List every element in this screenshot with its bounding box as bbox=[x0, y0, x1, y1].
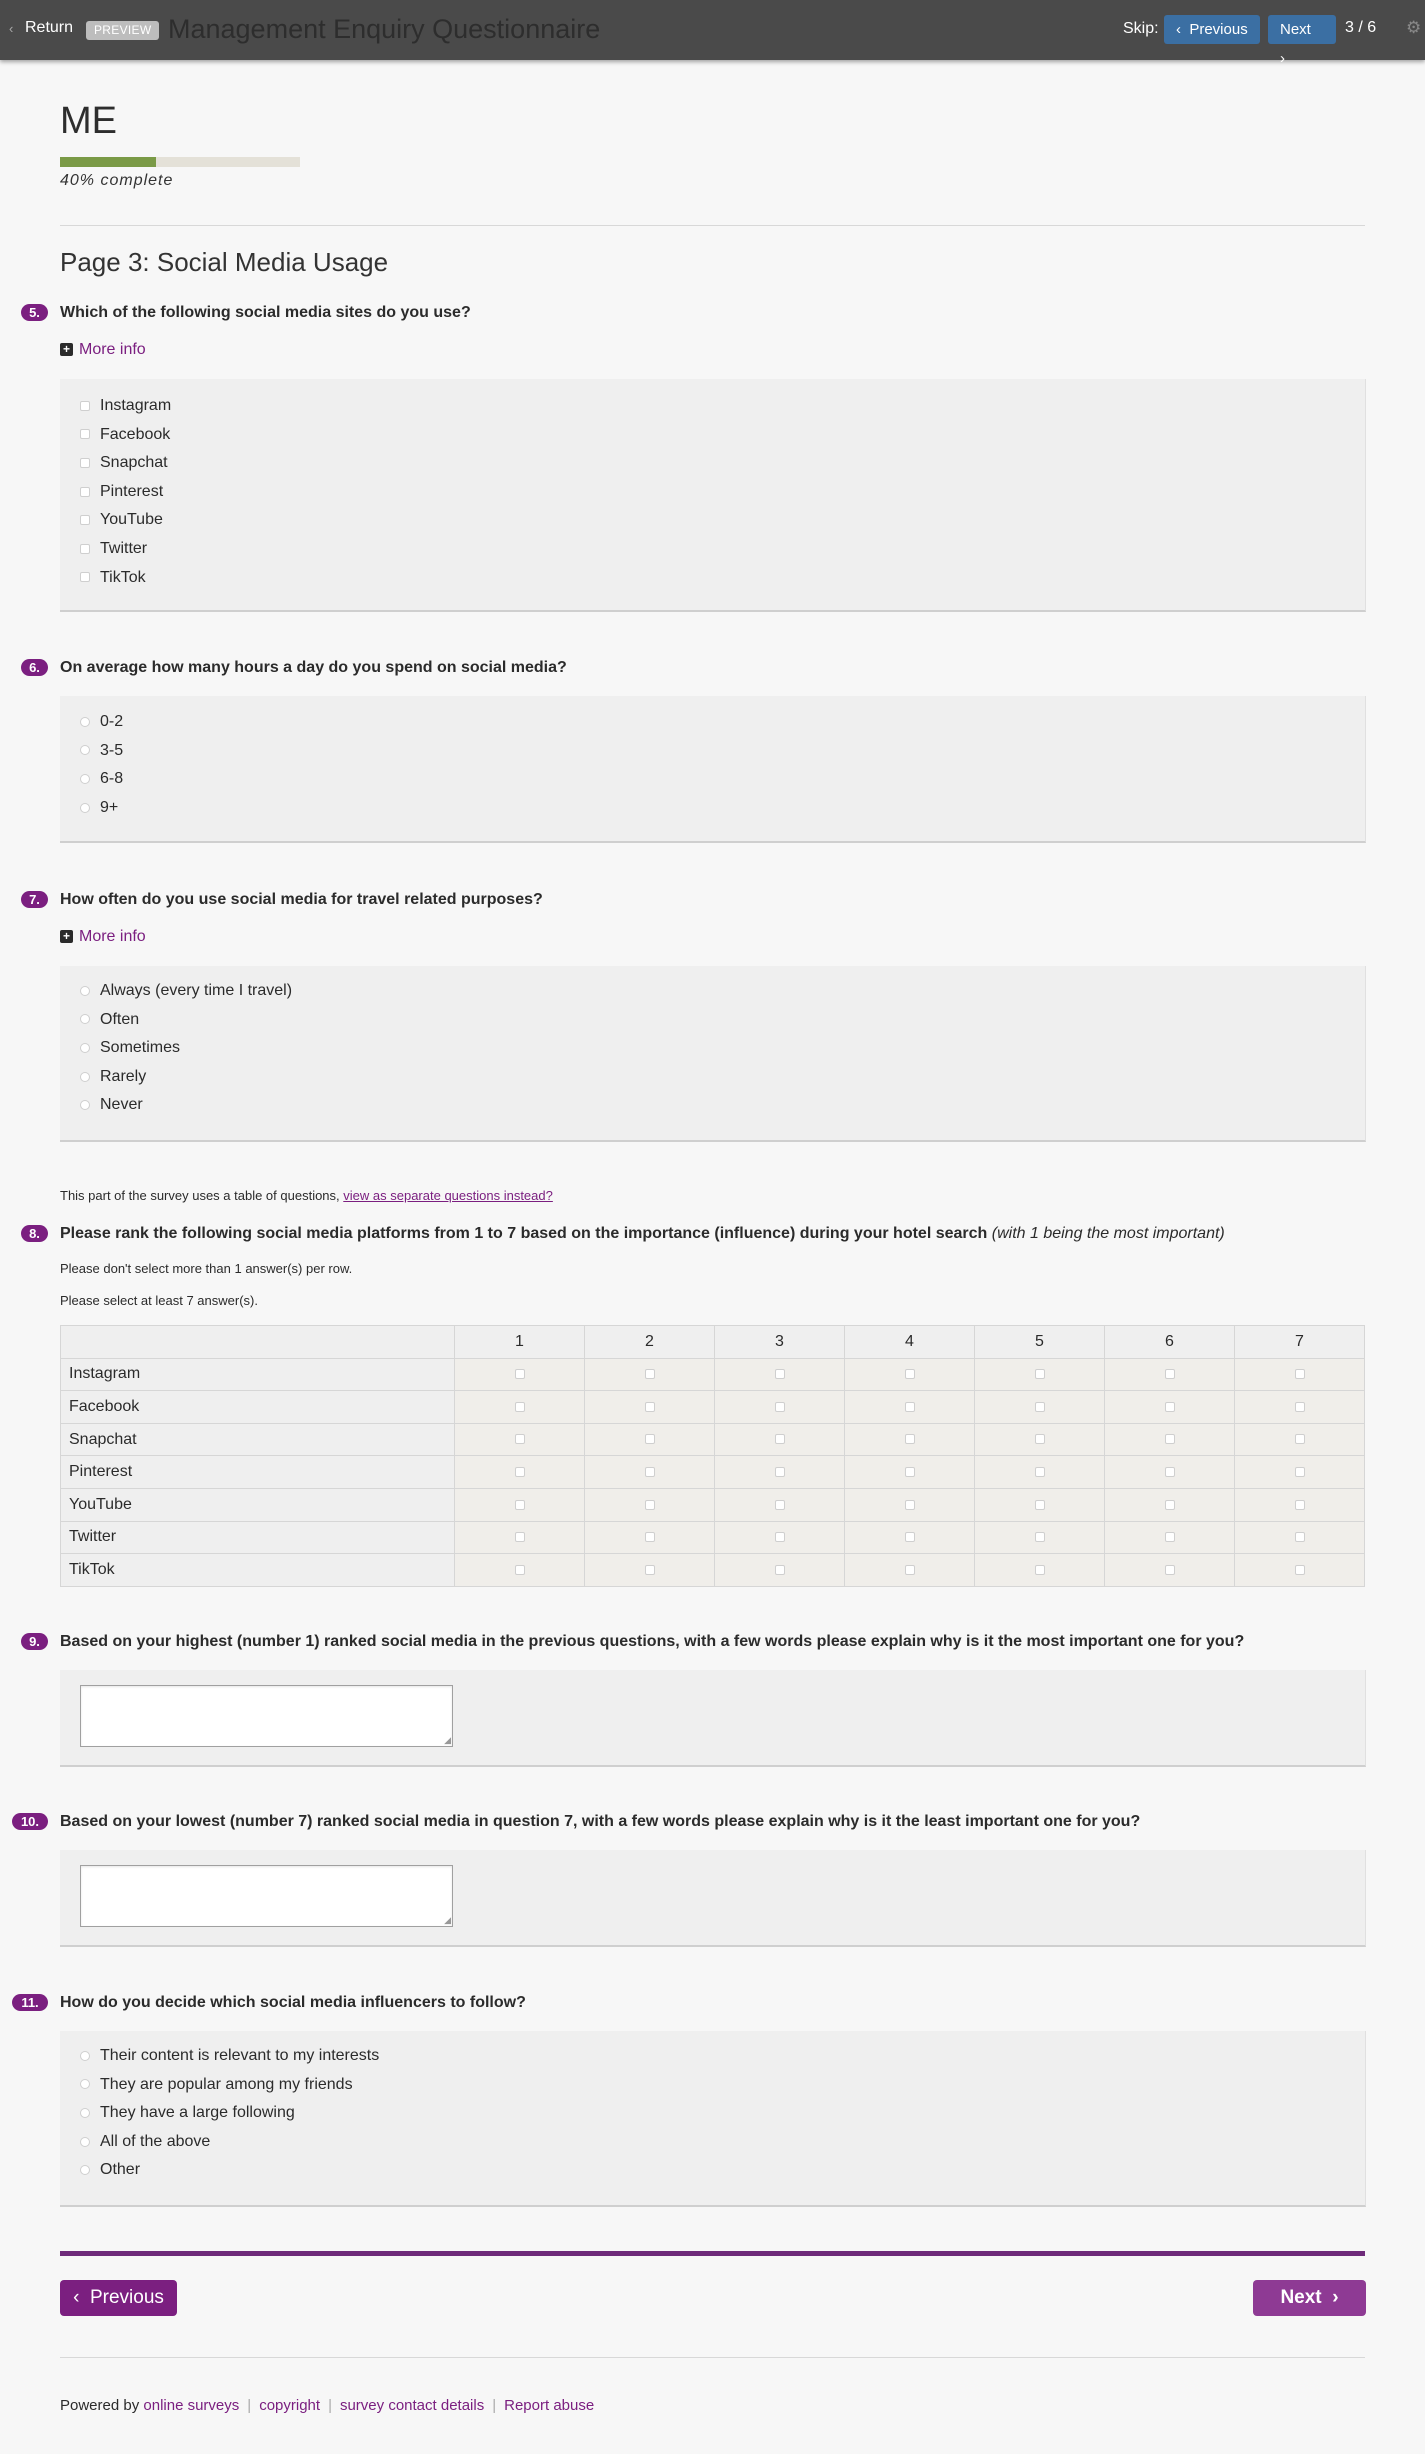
rank-checkbox[interactable] bbox=[775, 1565, 785, 1575]
rank-checkbox[interactable] bbox=[775, 1500, 785, 1510]
rank-checkbox[interactable] bbox=[775, 1402, 785, 1412]
rank-checkbox[interactable] bbox=[1035, 1565, 1045, 1575]
rank-checkbox[interactable] bbox=[515, 1565, 525, 1575]
question-text bbox=[60, 1225, 1225, 1243]
radio-button[interactable] bbox=[80, 1100, 90, 1110]
radio-button[interactable] bbox=[80, 1043, 90, 1053]
table-row bbox=[61, 1521, 1365, 1554]
table-note-text: This part of the survey uses a table of questions, bbox=[60, 1188, 340, 1203]
rank-cell bbox=[715, 1521, 845, 1554]
rank-cell bbox=[975, 1521, 1105, 1554]
footer-link-copyright[interactable]: copyright bbox=[259, 2397, 321, 2414]
rank-cell bbox=[975, 1456, 1105, 1489]
rank-checkbox[interactable] bbox=[905, 1565, 915, 1575]
progress-label: 40% complete bbox=[60, 172, 174, 189]
rank-checkbox[interactable] bbox=[905, 1369, 915, 1379]
answer-option[interactable] bbox=[80, 981, 292, 1001]
rank-cell bbox=[845, 1391, 975, 1424]
answer-option[interactable] bbox=[80, 2103, 295, 2123]
chevron-left-icon[interactable]: ‹ bbox=[9, 21, 14, 36]
next-page-button[interactable] bbox=[1253, 2280, 1366, 2316]
rank-checkbox[interactable] bbox=[515, 1532, 525, 1542]
next-page-label: Next bbox=[1280, 2287, 1322, 2308]
question-text-main: Please rank the following social media platforms from 1 to 7 based on the importance (influence) during your hotel search bbox=[60, 1225, 988, 1242]
radio-button[interactable] bbox=[80, 1014, 90, 1024]
rank-cell bbox=[975, 1358, 1105, 1391]
rank-cell bbox=[1235, 1456, 1365, 1489]
table-row bbox=[61, 1456, 1365, 1489]
chevron-left-icon: ‹ bbox=[73, 2287, 80, 2308]
answer-option-label: All of the above bbox=[100, 2132, 211, 2150]
answer-box bbox=[60, 1850, 1366, 1947]
answer-option[interactable] bbox=[80, 2046, 379, 2066]
answer-option[interactable] bbox=[80, 798, 118, 818]
question-text: How do you decide which social media influencers to follow? bbox=[60, 1994, 526, 2011]
answer-option-label: Twitter bbox=[100, 540, 148, 557]
table-row bbox=[61, 1358, 1365, 1391]
rank-cell bbox=[455, 1488, 585, 1521]
rank-checkbox[interactable] bbox=[905, 1402, 915, 1412]
rank-cell bbox=[455, 1554, 585, 1587]
rank-cell bbox=[1235, 1521, 1365, 1554]
answer-option-label: Snapchat bbox=[100, 454, 168, 472]
rank-checkbox[interactable] bbox=[905, 1434, 915, 1444]
question-text: Which of the following social media sites do you use? bbox=[60, 304, 471, 321]
separator: | bbox=[247, 2397, 252, 2414]
rank-cell bbox=[1235, 1554, 1365, 1587]
rank-checkbox[interactable] bbox=[645, 1434, 655, 1444]
checkbox[interactable] bbox=[80, 429, 90, 439]
skip-label: Skip: bbox=[1123, 20, 1159, 37]
answer-option[interactable] bbox=[80, 1067, 146, 1087]
chevron-left-icon: ‹ bbox=[1176, 21, 1181, 38]
more-info-label: More info bbox=[79, 928, 146, 945]
rank-cell bbox=[1235, 1423, 1365, 1456]
rank-checkbox[interactable] bbox=[1295, 1565, 1305, 1575]
resize-grip-icon[interactable]: ◢ bbox=[444, 1915, 451, 1925]
rank-checkbox[interactable] bbox=[1165, 1402, 1175, 1412]
row-label: Instagram bbox=[61, 1358, 455, 1391]
validation-note: Please don't select more than 1 answer(s) per row. bbox=[60, 1261, 353, 1276]
skip-previous-label: Previous bbox=[1189, 21, 1248, 38]
table-corner-cell bbox=[61, 1326, 455, 1359]
answer-option-label: 6-8 bbox=[100, 770, 124, 788]
survey-title: Management Enquiry Questionnaire bbox=[168, 14, 601, 44]
answer-option-label: Rarely bbox=[100, 1067, 147, 1085]
rank-cell bbox=[455, 1423, 585, 1456]
chevron-right-icon: › bbox=[1280, 50, 1285, 67]
rank-cell bbox=[1105, 1488, 1235, 1521]
top-bar bbox=[0, 0, 1425, 67]
preview-badge: PREVIEW bbox=[86, 21, 159, 40]
answer-option-label: Pinterest bbox=[100, 482, 164, 500]
rank-cell bbox=[585, 1423, 715, 1456]
footer-link-online-surveys[interactable]: online surveys bbox=[143, 2397, 240, 2414]
answer-option-label: Often bbox=[100, 1010, 140, 1028]
rank-checkbox[interactable] bbox=[1295, 1402, 1305, 1412]
checkbox[interactable] bbox=[80, 572, 90, 582]
rank-cell bbox=[585, 1358, 715, 1391]
rank-checkbox[interactable] bbox=[1295, 1500, 1305, 1510]
q10-text-input[interactable] bbox=[80, 1865, 453, 1927]
answer-option[interactable] bbox=[80, 539, 147, 559]
rank-checkbox[interactable] bbox=[1295, 1532, 1305, 1542]
radio-button[interactable] bbox=[80, 1072, 90, 1082]
previous-page-button[interactable] bbox=[60, 2280, 177, 2316]
rank-checkbox[interactable] bbox=[775, 1467, 785, 1477]
rank-checkbox[interactable] bbox=[515, 1402, 525, 1412]
rank-cell bbox=[1105, 1521, 1235, 1554]
question-number: 6. bbox=[21, 659, 48, 676]
table-body bbox=[61, 1358, 1365, 1586]
question-number: 9. bbox=[21, 1633, 48, 1650]
more-info-link[interactable] bbox=[60, 341, 146, 359]
answer-box bbox=[60, 1670, 1366, 1767]
question-text: On average how many hours a day do you spend on social media? bbox=[60, 659, 567, 676]
table-row bbox=[61, 1391, 1365, 1424]
radio-button[interactable] bbox=[80, 717, 90, 727]
rank-checkbox[interactable] bbox=[515, 1500, 525, 1510]
rank-cell bbox=[455, 1358, 585, 1391]
answer-option-label: They are popular among my friends bbox=[100, 2075, 353, 2093]
rank-checkbox[interactable] bbox=[645, 1402, 655, 1412]
rank-cell bbox=[455, 1391, 585, 1424]
rank-checkbox[interactable] bbox=[775, 1434, 785, 1444]
rank-checkbox[interactable] bbox=[1165, 1467, 1175, 1477]
rank-checkbox[interactable] bbox=[1035, 1500, 1045, 1510]
checkbox[interactable] bbox=[80, 487, 90, 497]
answer-option-label: Always (every time I travel) bbox=[100, 982, 293, 999]
answer-option-label: Their content is relevant to my interests bbox=[100, 2047, 380, 2064]
more-info-label: More info bbox=[79, 341, 146, 358]
answer-option[interactable] bbox=[80, 482, 163, 502]
answer-option[interactable] bbox=[80, 2075, 353, 2095]
answer-option-label: Facebook bbox=[100, 425, 171, 443]
gear-icon[interactable]: ⚙ bbox=[1406, 18, 1422, 37]
row-label: TikTok bbox=[61, 1554, 455, 1587]
page-title: Page 3: Social Media Usage bbox=[60, 247, 389, 277]
rank-cell bbox=[1105, 1358, 1235, 1391]
rank-checkbox[interactable] bbox=[1295, 1434, 1305, 1444]
radio-button[interactable] bbox=[80, 803, 90, 813]
table-row bbox=[61, 1423, 1365, 1456]
radio-button[interactable] bbox=[80, 745, 90, 755]
rank-cell bbox=[1105, 1423, 1235, 1456]
answer-option-label: Never bbox=[100, 1096, 143, 1114]
row-label: Snapchat bbox=[61, 1423, 455, 1456]
rank-checkbox[interactable] bbox=[1165, 1434, 1175, 1444]
rank-checkbox[interactable] bbox=[1165, 1532, 1175, 1542]
radio-button[interactable] bbox=[80, 986, 90, 996]
skip-next-label: Next bbox=[1280, 21, 1311, 38]
resize-grip-icon[interactable]: ◢ bbox=[444, 1735, 451, 1745]
question-number: 10. bbox=[12, 1813, 48, 1830]
rank-checkbox[interactable] bbox=[1035, 1532, 1045, 1542]
rank-checkbox[interactable] bbox=[645, 1369, 655, 1379]
answer-option[interactable] bbox=[80, 453, 168, 473]
rank-cell bbox=[455, 1521, 585, 1554]
table-row bbox=[61, 1554, 1365, 1587]
rank-cell bbox=[715, 1488, 845, 1521]
skip-next-button[interactable] bbox=[1268, 15, 1336, 67]
rank-cell bbox=[715, 1391, 845, 1424]
answer-option-label: They have a large following bbox=[100, 2104, 295, 2122]
footer bbox=[60, 2397, 594, 2414]
table-view-note bbox=[60, 1188, 553, 1203]
checkbox[interactable] bbox=[80, 401, 90, 411]
rank-cell bbox=[975, 1488, 1105, 1521]
radio-button[interactable] bbox=[80, 2137, 90, 2147]
checkbox[interactable] bbox=[80, 458, 90, 468]
progress-fill bbox=[60, 157, 156, 167]
rank-checkbox[interactable] bbox=[905, 1500, 915, 1510]
rank-cell bbox=[715, 1554, 845, 1587]
plus-icon: + bbox=[60, 930, 73, 943]
separator: | bbox=[328, 2397, 332, 2414]
rank-checkbox[interactable] bbox=[515, 1434, 525, 1444]
rank-cell bbox=[585, 1554, 715, 1587]
rank-column-header: 1 bbox=[455, 1326, 585, 1359]
checkbox[interactable] bbox=[80, 515, 90, 525]
divider bbox=[60, 2357, 1365, 2358]
rank-cell bbox=[975, 1423, 1105, 1456]
rank-checkbox[interactable] bbox=[1165, 1565, 1175, 1575]
question-hint: (with 1 being the most important) bbox=[991, 1225, 1225, 1242]
answer-option-label: TikTok bbox=[100, 568, 146, 586]
rank-checkbox[interactable] bbox=[1165, 1500, 1175, 1510]
rank-cell bbox=[1235, 1391, 1365, 1424]
skip-previous-button[interactable] bbox=[1164, 15, 1260, 44]
rank-column-header: 5 bbox=[975, 1326, 1105, 1359]
rank-checkbox[interactable] bbox=[775, 1532, 785, 1542]
answer-option[interactable] bbox=[80, 769, 123, 789]
rank-cell bbox=[975, 1391, 1105, 1424]
rank-cell bbox=[845, 1456, 975, 1489]
answer-option[interactable] bbox=[80, 712, 123, 732]
answer-option-label: Other bbox=[100, 2161, 141, 2179]
rank-checkbox[interactable] bbox=[645, 1467, 655, 1477]
rank-checkbox[interactable] bbox=[905, 1467, 915, 1477]
rank-checkbox[interactable] bbox=[1035, 1467, 1045, 1477]
radio-button[interactable] bbox=[80, 2051, 90, 2061]
rank-checkbox[interactable] bbox=[1295, 1467, 1305, 1477]
answer-box bbox=[60, 696, 1366, 843]
rank-cell bbox=[1235, 1358, 1365, 1391]
radio-button[interactable] bbox=[80, 2108, 90, 2118]
chevron-right-icon: › bbox=[1332, 2287, 1339, 2308]
rank-cell bbox=[715, 1456, 845, 1489]
rank-checkbox[interactable] bbox=[645, 1500, 655, 1510]
radio-button[interactable] bbox=[80, 2079, 90, 2089]
row-label: Pinterest bbox=[61, 1456, 455, 1489]
radio-button[interactable] bbox=[80, 2165, 90, 2175]
question-text: Based on your lowest (number 7) ranked social media in question 7, with a few words please explain why is it the least important one for you? bbox=[60, 1813, 1141, 1830]
rank-checkbox[interactable] bbox=[515, 1369, 525, 1379]
answer-option-label: Sometimes bbox=[100, 1039, 181, 1057]
rank-column-header: 4 bbox=[845, 1326, 975, 1359]
checkbox[interactable] bbox=[80, 544, 90, 554]
progress-bar bbox=[60, 157, 300, 167]
rank-column-header: 2 bbox=[585, 1326, 715, 1359]
table-row bbox=[61, 1488, 1365, 1521]
rank-cell bbox=[1235, 1488, 1365, 1521]
rank-checkbox[interactable] bbox=[775, 1369, 785, 1379]
question-number: 8. bbox=[21, 1225, 48, 1242]
rank-cell bbox=[845, 1521, 975, 1554]
rank-checkbox[interactable] bbox=[645, 1565, 655, 1575]
rank-checkbox[interactable] bbox=[1035, 1402, 1045, 1412]
page-counter: 3 / 6 bbox=[1345, 19, 1377, 36]
answer-option[interactable] bbox=[80, 568, 146, 588]
rank-cell bbox=[845, 1554, 975, 1587]
answer-option[interactable] bbox=[80, 741, 123, 761]
return-link[interactable]: Return bbox=[25, 19, 74, 36]
question-number: 7. bbox=[21, 891, 48, 908]
question-number: 11. bbox=[12, 1994, 48, 2011]
rank-cell bbox=[585, 1521, 715, 1554]
row-label: YouTube bbox=[61, 1488, 455, 1521]
q9-text-input[interactable] bbox=[80, 1685, 453, 1747]
rank-cell bbox=[715, 1358, 845, 1391]
answer-option[interactable] bbox=[80, 396, 171, 416]
answer-option[interactable] bbox=[80, 1010, 139, 1030]
rank-column-header: 6 bbox=[1105, 1326, 1235, 1359]
rank-cell bbox=[1105, 1391, 1235, 1424]
rank-cell bbox=[845, 1488, 975, 1521]
radio-button[interactable] bbox=[80, 774, 90, 784]
question-number: 5. bbox=[21, 304, 48, 321]
ranking-table bbox=[60, 1325, 1365, 1587]
divider bbox=[60, 225, 1365, 226]
divider bbox=[60, 2251, 1365, 2256]
answer-option[interactable] bbox=[80, 2160, 140, 2180]
rank-cell bbox=[585, 1391, 715, 1424]
answer-option-label: 3-5 bbox=[100, 741, 124, 759]
rank-cell bbox=[975, 1554, 1105, 1587]
rank-cell bbox=[845, 1358, 975, 1391]
rank-column-header: 3 bbox=[715, 1326, 845, 1359]
answer-option[interactable] bbox=[80, 425, 170, 445]
rank-checkbox[interactable] bbox=[905, 1532, 915, 1542]
table-header-row bbox=[61, 1326, 1365, 1359]
rank-checkbox[interactable] bbox=[1035, 1434, 1045, 1444]
rank-column-header: 7 bbox=[1235, 1326, 1365, 1359]
question-text: Based on your highest (number 1) ranked social media in the previous questions, with a few words please explain why is it the most important one for you? bbox=[60, 1633, 1245, 1650]
answer-option[interactable] bbox=[80, 1038, 180, 1058]
survey-logo-text: ME bbox=[60, 100, 117, 142]
answer-option[interactable] bbox=[80, 2132, 210, 2152]
rank-checkbox[interactable] bbox=[1165, 1369, 1175, 1379]
footer-link-contact[interactable]: survey contact details bbox=[339, 2397, 485, 2414]
rank-cell bbox=[585, 1488, 715, 1521]
answer-box bbox=[60, 966, 1366, 1142]
answer-option-label: Instagram bbox=[100, 397, 172, 414]
row-label: Facebook bbox=[61, 1391, 455, 1424]
rank-cell bbox=[455, 1456, 585, 1489]
separate-questions-link[interactable]: view as separate questions instead? bbox=[343, 1188, 553, 1203]
row-label: Twitter bbox=[61, 1521, 455, 1554]
answer-option-label: 0-2 bbox=[100, 713, 124, 730]
footer-link-report-abuse[interactable]: Report abuse bbox=[504, 2397, 595, 2414]
validation-note: Please select at least 7 answer(s). bbox=[60, 1293, 258, 1308]
rank-cell bbox=[715, 1423, 845, 1456]
rank-cell bbox=[585, 1456, 715, 1489]
answer-option-label: 9+ bbox=[100, 798, 119, 816]
plus-icon: + bbox=[60, 343, 73, 356]
previous-page-label: Previous bbox=[89, 2287, 164, 2308]
separator: | bbox=[492, 2397, 497, 2414]
answer-option[interactable] bbox=[80, 510, 163, 530]
rank-checkbox[interactable] bbox=[515, 1467, 525, 1477]
rank-checkbox[interactable] bbox=[1035, 1369, 1045, 1379]
answer-option-label: YouTube bbox=[100, 511, 163, 529]
rank-cell bbox=[845, 1423, 975, 1456]
answer-box bbox=[60, 379, 1366, 612]
powered-by-text: Powered by bbox=[60, 2397, 140, 2414]
rank-checkbox[interactable] bbox=[645, 1532, 655, 1542]
rank-cell bbox=[1105, 1554, 1235, 1587]
answer-box bbox=[60, 2031, 1366, 2207]
rank-checkbox[interactable] bbox=[1295, 1369, 1305, 1379]
more-info-link[interactable] bbox=[60, 928, 146, 946]
question-text: How often do you use social media for travel related purposes? bbox=[60, 891, 543, 908]
rank-cell bbox=[1105, 1456, 1235, 1489]
answer-option[interactable] bbox=[80, 1095, 143, 1115]
